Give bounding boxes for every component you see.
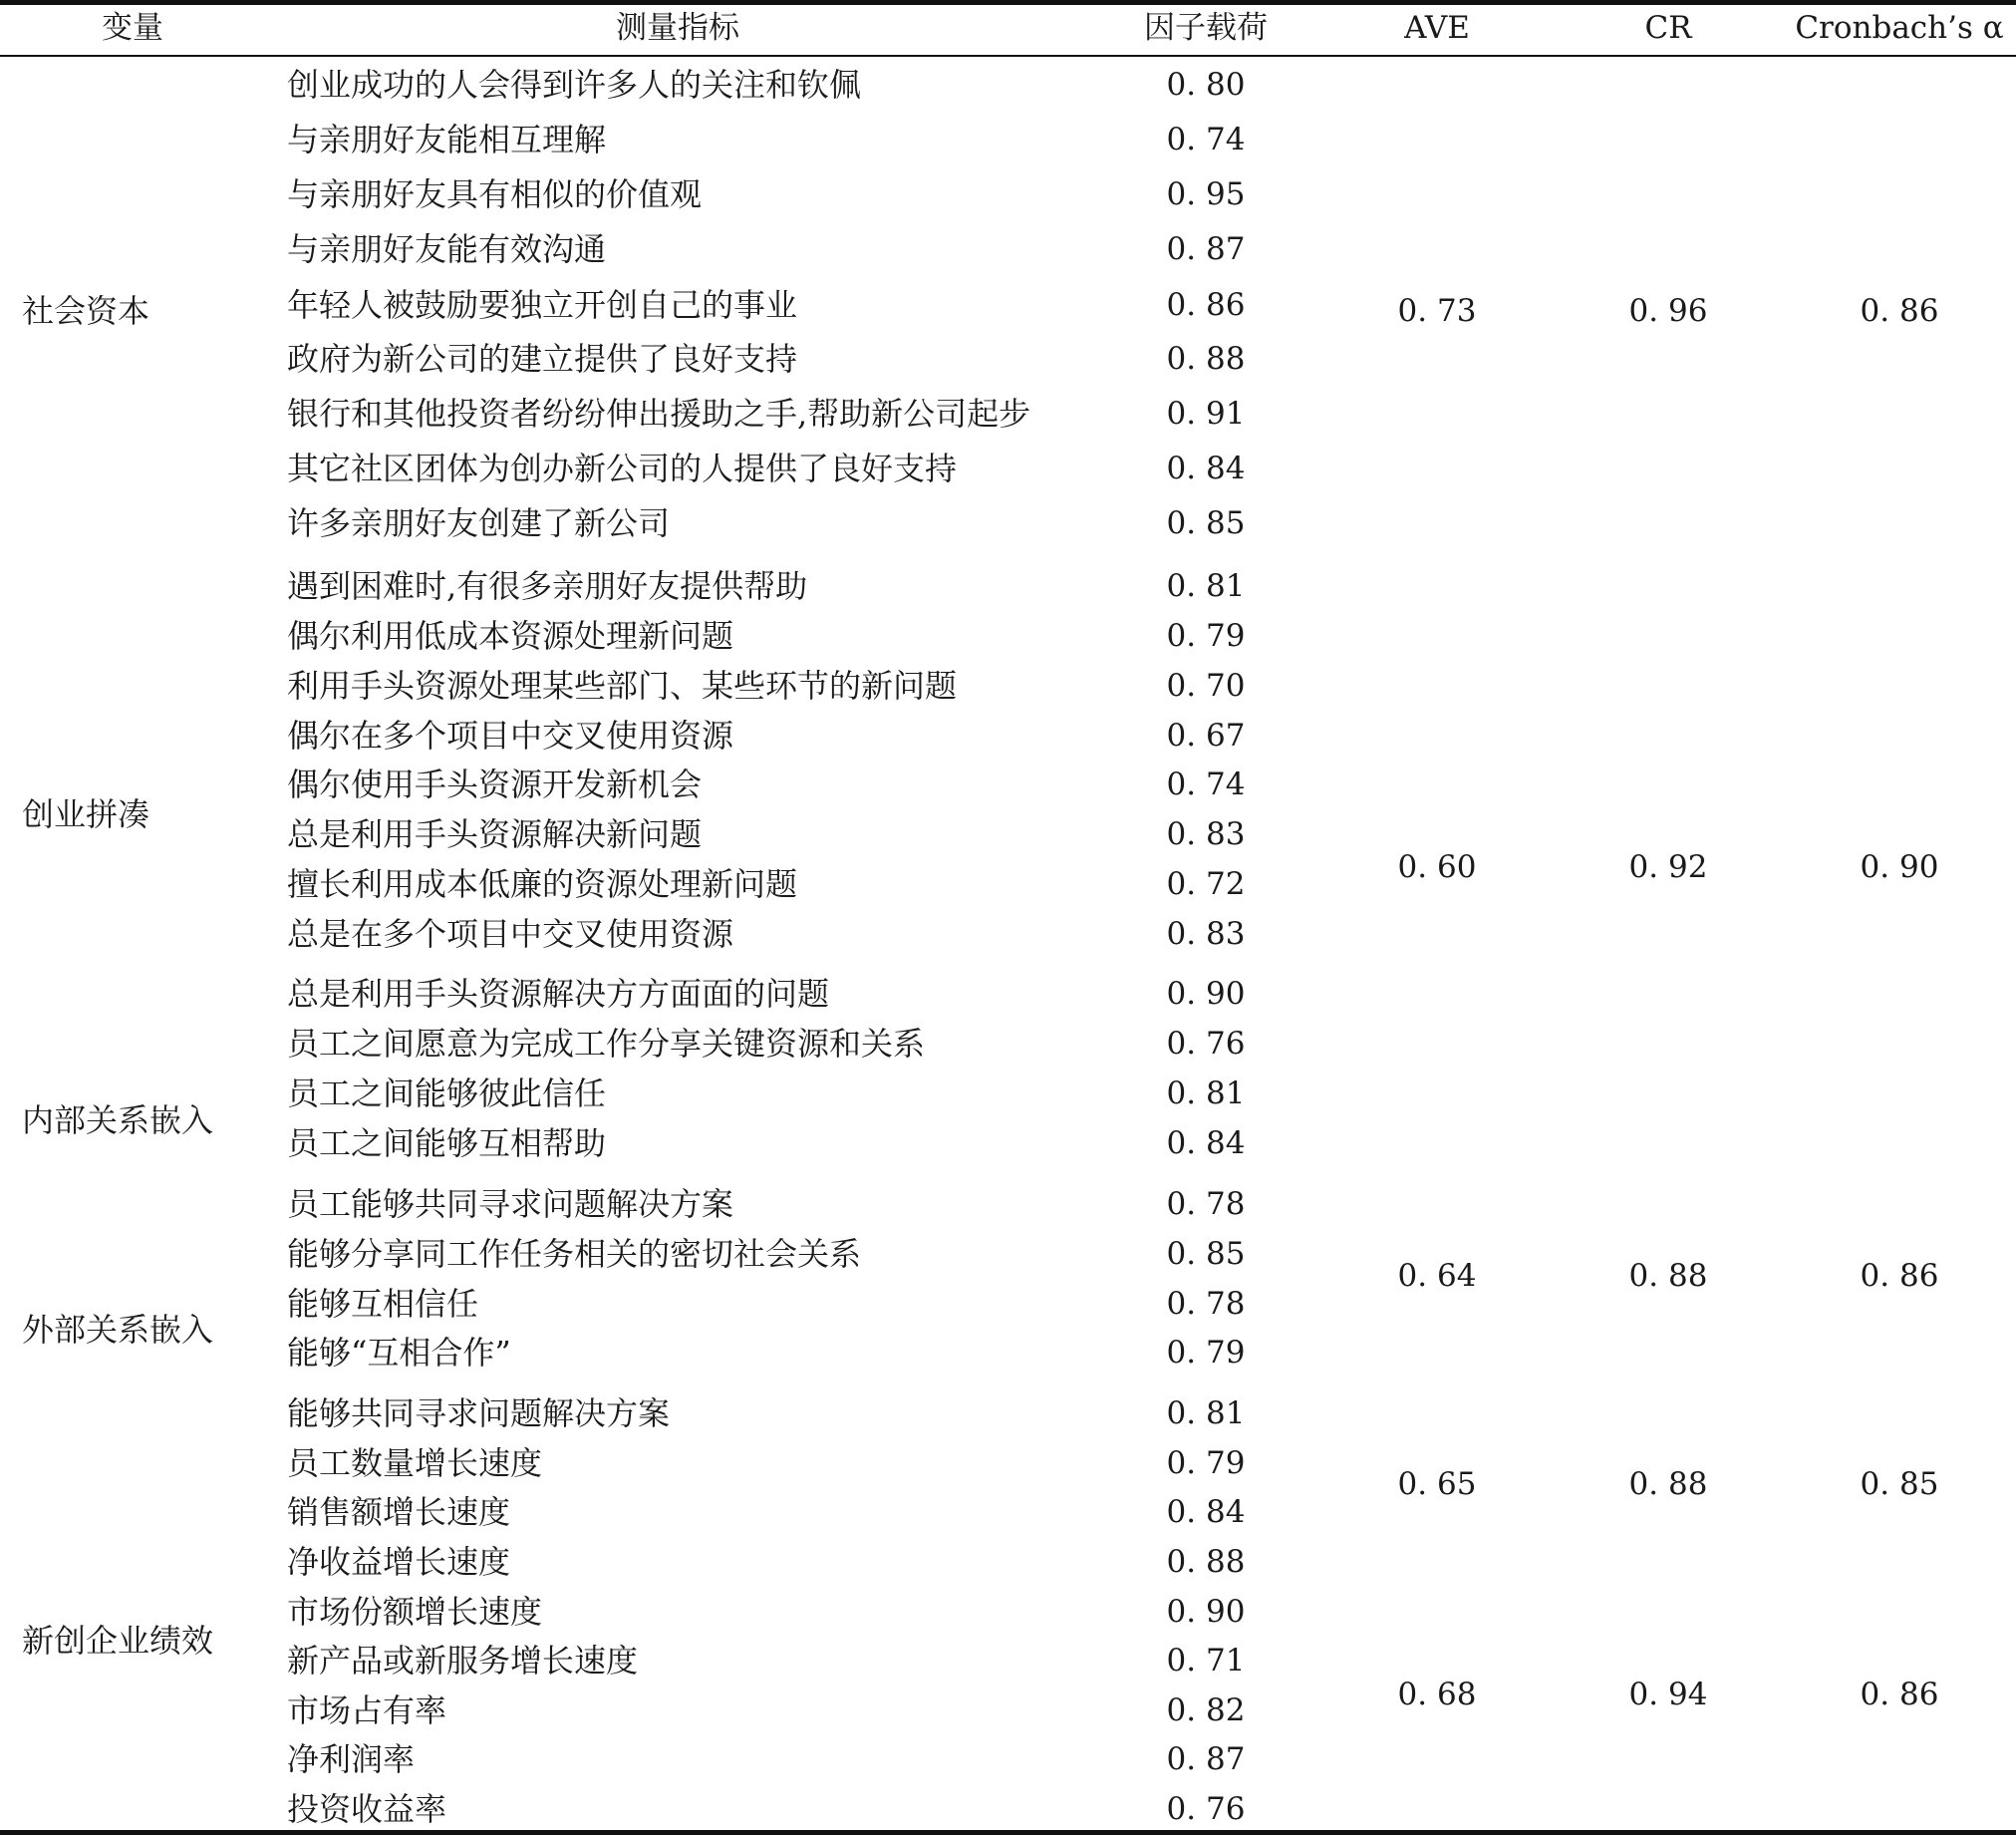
factor-loading: 0. 71 (1166, 1643, 1246, 1679)
header-loading: 因子载荷 (1144, 10, 1268, 46)
factor-loading: 0. 79 (1166, 618, 1246, 654)
indicator-text: 投资收益率 (287, 1790, 447, 1828)
factor-loading: 0. 84 (1166, 1494, 1246, 1530)
factor-loading: 0. 81 (1166, 568, 1246, 604)
ave-value: 0. 68 (1397, 1677, 1477, 1712)
factor-loading: 0. 87 (1166, 1741, 1246, 1777)
factor-loading: 0. 91 (1166, 396, 1246, 432)
indicator-text: 净利润率 (287, 1740, 416, 1778)
factor-loading: 0. 78 (1166, 1186, 1246, 1222)
factor-loading: 0. 83 (1166, 916, 1246, 952)
factor-loading: 0. 84 (1166, 451, 1246, 486)
factor-loading: 0. 81 (1166, 1075, 1246, 1111)
indicator-text: 员工数量增长速度 (287, 1444, 543, 1482)
indicator-text: 其它社区团体为创办新公司的人提供了良好支持 (287, 450, 958, 487)
factor-loading: 0. 83 (1166, 816, 1246, 852)
factor-loading: 0. 78 (1166, 1286, 1246, 1322)
factor-loading: 0. 88 (1166, 1544, 1246, 1580)
cr-value: 0. 96 (1628, 293, 1708, 329)
indicator-text: 能够共同寻求问题解决方案 (287, 1394, 671, 1432)
variable-label: 内部关系嵌入 (22, 1101, 214, 1139)
cronbach-value: 0. 90 (1860, 849, 1939, 885)
indicator-text: 利用手头资源处理某些部门、某些环节的新问题 (287, 667, 958, 705)
variable-label: 社会资本 (22, 292, 150, 330)
indicator-text: 市场占有率 (287, 1691, 447, 1729)
factor-loading: 0. 74 (1166, 766, 1246, 802)
indicator-text: 员工之间能够互相帮助 (287, 1124, 607, 1162)
bottom-rule (0, 1830, 2016, 1835)
variable-label: 创业拼凑 (22, 795, 150, 833)
indicator-text: 年轻人被鼓励要独立开创自己的事业 (287, 286, 798, 324)
header-cronbach: Cronbach’s α (1795, 10, 2004, 46)
factor-loading: 0. 67 (1166, 718, 1246, 754)
indicator-text: 总是利用手头资源解决方方面面的问题 (287, 975, 830, 1013)
indicator-text: 偶尔在多个项目中交叉使用资源 (287, 717, 734, 755)
indicator-text: 员工之间能够彼此信任 (287, 1074, 607, 1112)
ave-value: 0. 60 (1397, 849, 1477, 885)
factor-loading: 0. 85 (1166, 1236, 1246, 1272)
indicator-text: 政府为新公司的建立提供了良好支持 (287, 340, 798, 378)
header-variable: 变量 (102, 10, 163, 46)
factor-loading: 0. 84 (1166, 1125, 1246, 1161)
factor-loading: 0. 70 (1166, 668, 1246, 704)
variable-label: 新创企业绩效 (22, 1622, 214, 1660)
header-rule (0, 55, 2016, 57)
indicator-text: 员工能够共同寻求问题解决方案 (287, 1185, 734, 1223)
indicator-text: 偶尔使用手头资源开发新机会 (287, 766, 703, 803)
indicator-text: 与亲朋好友能有效沟通 (287, 230, 607, 268)
factor-loading: 0. 95 (1166, 176, 1246, 212)
cronbach-value: 0. 86 (1860, 1677, 1939, 1712)
indicator-text: 遇到困难时,有很多亲朋好友提供帮助 (287, 567, 808, 605)
ave-value: 0. 65 (1397, 1466, 1477, 1502)
indicator-text: 许多亲朋好友创建了新公司 (287, 504, 671, 542)
indicator-text: 员工之间愿意为完成工作分享关键资源和关系 (287, 1025, 926, 1063)
indicator-text: 偶尔利用低成本资源处理新问题 (287, 617, 734, 655)
indicator-text: 与亲朋好友能相互理解 (287, 121, 607, 158)
header-indicator: 测量指标 (616, 10, 739, 46)
cr-value: 0. 88 (1628, 1466, 1708, 1502)
indicator-text: 销售额增长速度 (287, 1493, 511, 1531)
factor-loading: 0. 79 (1166, 1445, 1246, 1481)
factor-loading: 0. 87 (1166, 231, 1246, 267)
factor-loading: 0. 76 (1166, 1026, 1246, 1062)
indicator-text: 创业成功的人会得到许多人的关注和钦佩 (287, 66, 862, 104)
factor-loading: 0. 85 (1166, 505, 1246, 541)
indicator-text: 与亲朋好友具有相似的价值观 (287, 175, 703, 213)
factor-loading: 0. 90 (1166, 976, 1246, 1012)
factor-loading: 0. 88 (1166, 341, 1246, 377)
cr-value: 0. 88 (1628, 1258, 1708, 1294)
header-cr: CR (1644, 10, 1692, 46)
factor-loading: 0. 81 (1166, 1395, 1246, 1431)
indicator-text: 擅长利用成本低廉的资源处理新问题 (287, 865, 798, 903)
indicator-text: 新产品或新服务增长速度 (287, 1642, 639, 1680)
top-rule (0, 0, 2016, 5)
indicator-text: 市场份额增长速度 (287, 1593, 543, 1631)
indicator-text: 总是在多个项目中交叉使用资源 (287, 915, 734, 953)
ave-value: 0. 64 (1397, 1258, 1477, 1294)
factor-loading: 0. 76 (1166, 1791, 1246, 1827)
cr-value: 0. 92 (1628, 849, 1708, 885)
indicator-text: 能够互相信任 (287, 1285, 479, 1323)
factor-loading: 0. 90 (1166, 1594, 1246, 1630)
indicator-text: 总是利用手头资源解决新问题 (287, 815, 703, 853)
variable-label: 外部关系嵌入 (22, 1311, 214, 1349)
factor-loading: 0. 86 (1166, 287, 1246, 323)
cronbach-value: 0. 85 (1860, 1466, 1939, 1502)
factor-loading: 0. 82 (1166, 1692, 1246, 1728)
ave-value: 0. 73 (1397, 293, 1477, 329)
factor-loading: 0. 79 (1166, 1335, 1246, 1371)
header-ave: AVE (1404, 10, 1470, 46)
cronbach-value: 0. 86 (1860, 293, 1939, 329)
cr-value: 0. 94 (1628, 1677, 1708, 1712)
indicator-text: 净收益增长速度 (287, 1543, 511, 1581)
indicator-text: 银行和其他投资者纷纷伸出援助之手,帮助新公司起步 (287, 395, 1031, 433)
factor-loading: 0. 72 (1166, 866, 1246, 902)
factor-loading: 0. 74 (1166, 122, 1246, 157)
indicator-text: 能够“互相合作” (287, 1334, 511, 1372)
cronbach-value: 0. 86 (1860, 1258, 1939, 1294)
indicator-text: 能够分享同工作任务相关的密切社会关系 (287, 1235, 862, 1273)
factor-loading: 0. 80 (1166, 67, 1246, 103)
